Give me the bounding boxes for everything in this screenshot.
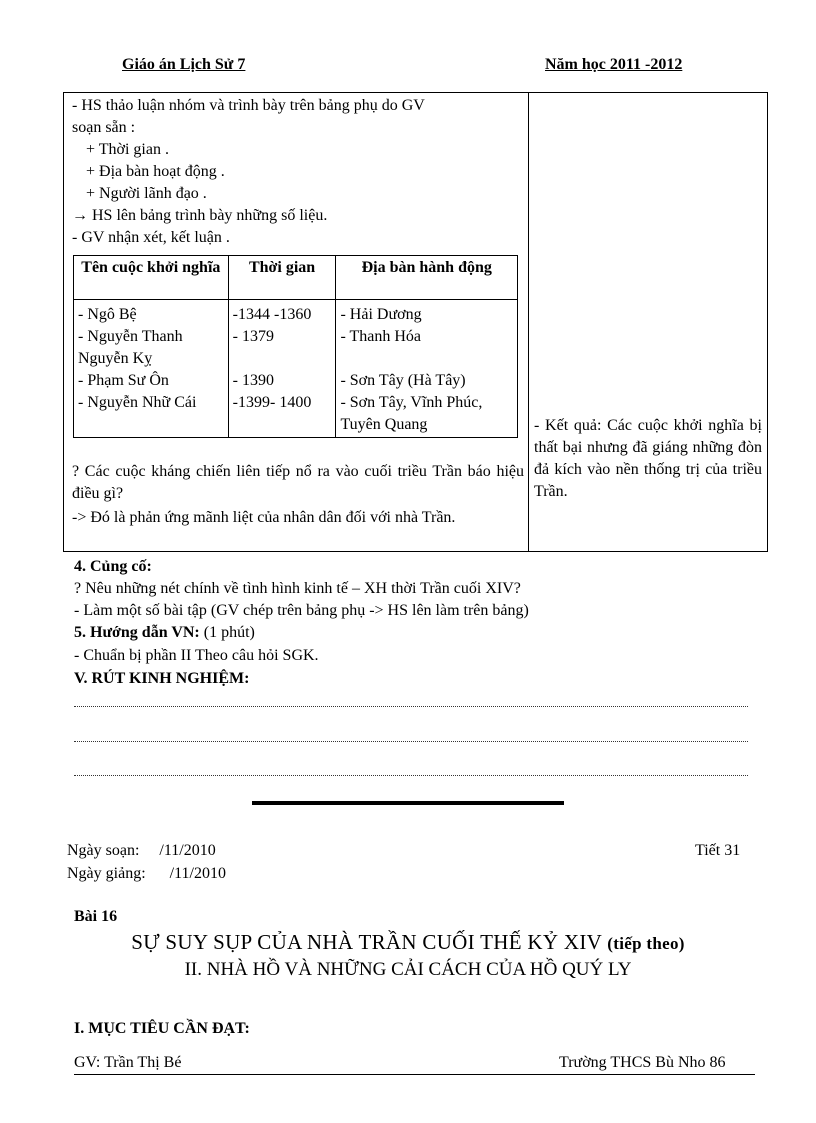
footer-left: GV: Trần Thị Bé — [74, 1054, 182, 1071]
section-5-title: 5. Hướng dẫn VN: — [74, 624, 200, 641]
table-header-row — [74, 256, 518, 300]
objectives-heading: I. MỤC TIÊU CẦN ĐẠT: — [74, 1020, 250, 1037]
left-column-text — [72, 95, 524, 249]
answer-text: -> Đó là phản ứng mãnh liệt của nhân dân đối với nhà Trần. — [72, 509, 456, 526]
section-v-title: V. RÚT KINH NGHIỆM: — [74, 670, 250, 687]
section-5-line-1: - Chuẩn bị phần II Theo câu hỏi SGK. — [74, 647, 319, 664]
section-5-time: (1 phút) — [199, 624, 255, 641]
line-4: + Địa bàn hoạt động . — [86, 163, 225, 180]
ngay-soan: Ngày soạn: /11/2010 — [67, 842, 216, 859]
uprising-table — [73, 255, 518, 438]
header-right: Năm học 2011 -2012 — [545, 56, 683, 73]
section-5-heading — [74, 622, 255, 644]
line-6: → HS lên bảng trình bày những số liệu. — [72, 207, 328, 224]
bai: Bài 16 — [74, 908, 118, 925]
cell-place-3: - Sơn Tây (Hà Tây) — [340, 372, 466, 389]
lesson-title-main: SỰ SUY SỤP CỦA NHÀ TRẦN CUỐI THẾ KỶ XIV — [131, 930, 602, 954]
section-4-title: 4. Củng cố: — [74, 558, 152, 575]
dotted-line-2 — [74, 740, 748, 742]
question-text: ? Các cuộc kháng chiến liên tiếp nổ ra vào cuối triều Trần báo hiệu điều gì? — [72, 463, 524, 502]
header-time: Thời gian — [228, 256, 336, 300]
cell-name-4: - Nguyễn Nhữ Cái — [78, 394, 197, 411]
cell-name-1: - Ngô Bệ — [78, 306, 137, 323]
lesson-subtitle: II. NHÀ HỒ VÀ NHỮNG CẢI CÁCH CỦA HỒ QUÝ LY — [184, 959, 632, 980]
footer-right — [559, 1052, 726, 1074]
cell-time-1: -1344 -1360 — [232, 306, 312, 323]
cell-name-3: - Phạm Sư Ôn — [78, 372, 169, 389]
section-4-line-2: - Làm một số bài tập (GV chép trên bảng phụ -> HS lên làm trên bảng) — [74, 602, 529, 619]
header-left: Giáo án Lịch Sử 7 — [122, 56, 246, 73]
lesson-table — [63, 92, 768, 552]
cell-name-2: - Nguyễn Thanh Nguyễn Kỵ — [78, 328, 183, 367]
lesson-title-suffix: (tiếp theo) — [607, 934, 685, 953]
tiet: Tiết 31 — [695, 842, 741, 859]
cell-place-2: - Thanh Hóa — [340, 328, 422, 345]
separator-bar — [252, 801, 564, 805]
line-1: - HS thảo luận nhóm và trình bày trên bảng phụ do GV — [72, 97, 425, 114]
lesson-title — [40, 931, 776, 955]
line-3: + Thời gian . — [86, 141, 169, 158]
ngay-giang: Ngày giảng: /11/2010 — [67, 865, 226, 882]
cell-time-3: - 1390 — [232, 372, 274, 389]
header-name: Tên cuộc khởi nghĩa — [74, 256, 229, 300]
column-divider — [528, 93, 529, 551]
header-place: Địa bàn hành động — [336, 256, 518, 300]
result-text: - Kết quả: Các cuộc khởi nghĩa bị thất bại nhưng đã giáng những đòn đả kích vào nền thống trị của triều Trần. — [534, 417, 762, 500]
cell-time-2: - 1379 — [232, 328, 274, 345]
line-2: soạn sẵn : — [72, 119, 136, 136]
cell-place-4: - Sơn Tây, Vĩnh Phúc, Tuyên Quang — [340, 394, 483, 433]
cell-time-4: -1399- 1400 — [232, 394, 312, 411]
page-number: 86 — [709, 1054, 726, 1071]
cell-place-1: - Hải Dương — [340, 306, 422, 323]
line-5: + Người lãnh đạo . — [86, 185, 207, 202]
section-4-question: ? Nêu những nét chính về tình hình kinh tế – XH thời Trần cuối XIV? — [74, 580, 521, 597]
footer-school: Trường THCS Bù Nho — [559, 1054, 706, 1071]
dotted-line-1 — [74, 705, 748, 707]
table-body — [74, 300, 518, 438]
dotted-line-3 — [74, 774, 748, 776]
line-7: - GV nhận xét, kết luận . — [72, 229, 230, 246]
